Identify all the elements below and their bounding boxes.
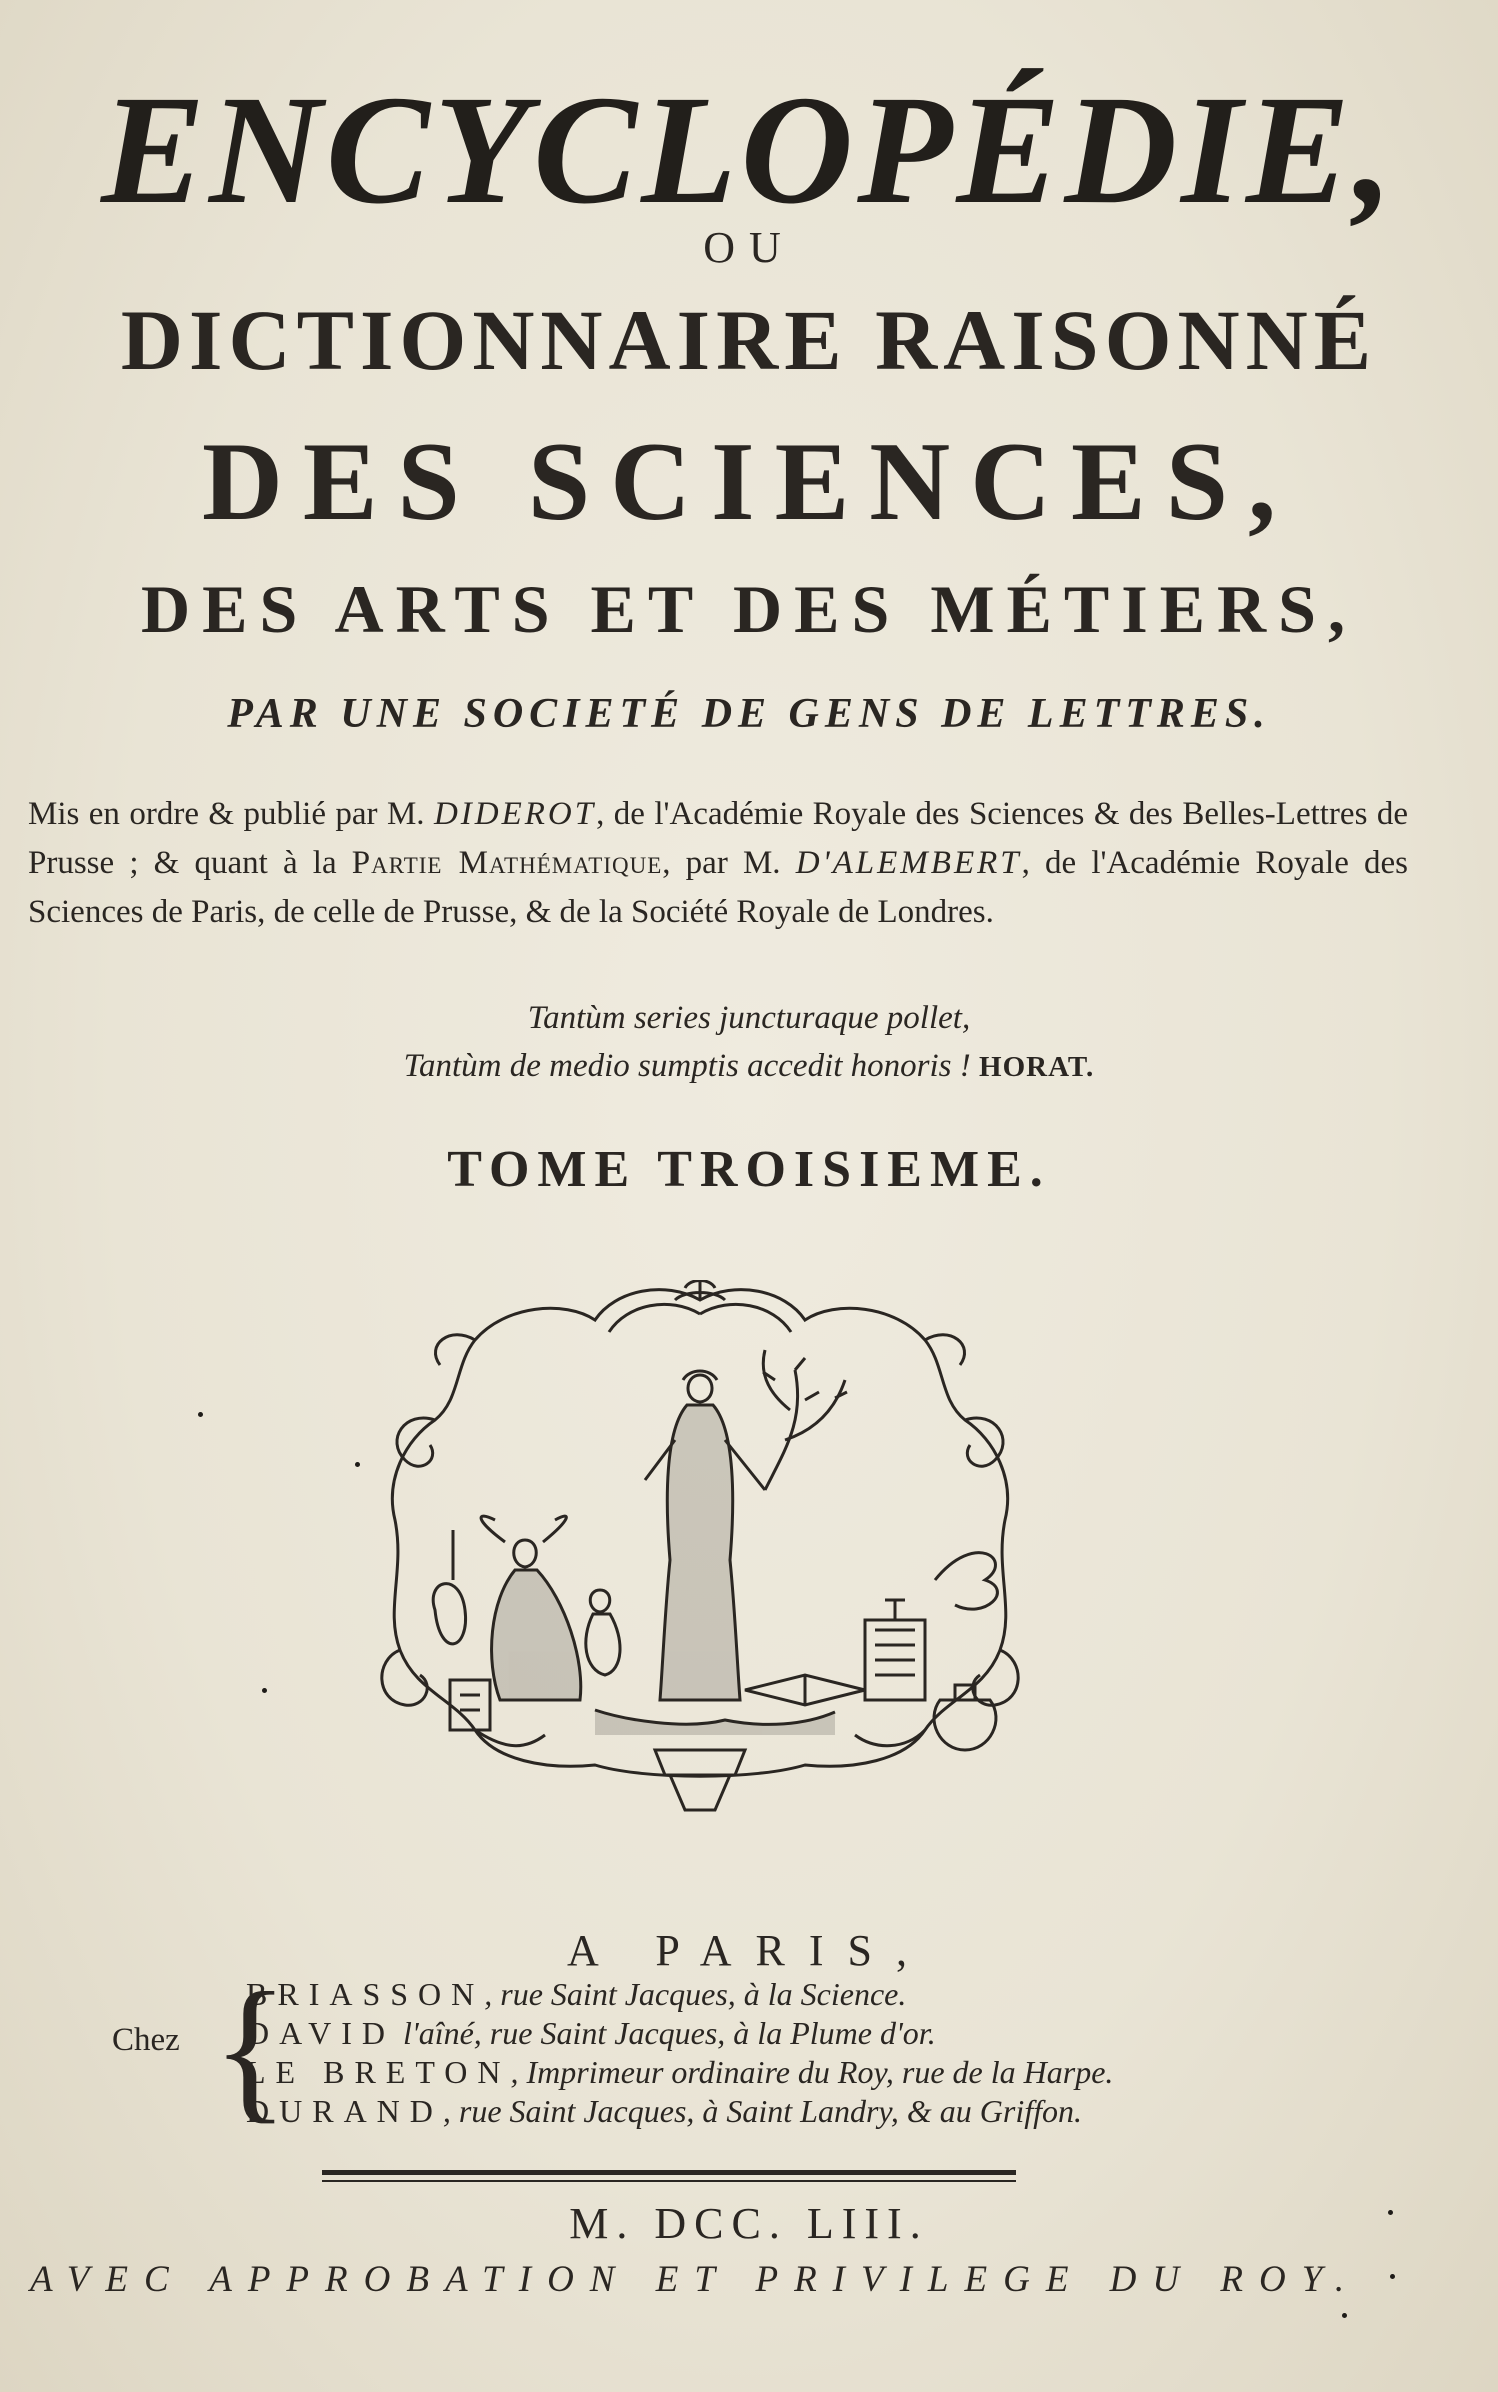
motto-author: HORAT. (979, 1051, 1095, 1083)
publication-text-4: , de l'Académie Royale des Sciences de Paris, de celle de Prusse, & de la Société Royale de Londres. (28, 845, 1409, 930)
allegorical-vignette-icon (365, 1280, 1035, 1840)
imprint-list (246, 1975, 1113, 2131)
section-name: Partie Mathématique (351, 845, 663, 881)
subtitle-line-1: DICTIONNAIRE RAISONNÉ (120, 292, 1378, 388)
publication-date: M. DCC. LIII. (569, 2199, 929, 2248)
imprint-line (246, 2053, 1113, 2092)
ink-speck (1342, 2313, 1347, 2318)
brace-icon: { (212, 1959, 289, 2137)
printer-address: , rue Saint Jacques, à Saint Landry, & au Griffon. (442, 2093, 1082, 2129)
printer-name: BRIASSON (246, 1976, 485, 2012)
publication-text-1: Mis en ordre & publié par M. (28, 796, 434, 832)
printer-address: , rue Saint Jacques, à la Science. (484, 1976, 907, 2012)
printer-name: DURAND (246, 2093, 443, 2129)
publication-text-2: , de l'Académie Royale des Sciences & des Belles-Lettres de Prusse ; & quant à la (28, 796, 1408, 881)
motto-line-1: Tantùm series juncturaque pollet, (527, 1000, 971, 1036)
printer-name: LE BRETON (246, 2054, 511, 2090)
societe-line: PAR UNE SOCIETÉ DE GENS DE LETTRES. (227, 691, 1271, 737)
publication-paragraph (28, 790, 1408, 937)
printer-address: l'aîné, rue Saint Jacques, à la Plume d'or. (394, 2015, 936, 2051)
subtitle-line-3: DES ARTS ET DES MÉTIERS, (141, 571, 1357, 647)
ink-speck (1388, 2210, 1393, 2215)
ink-speck (355, 1462, 360, 1467)
place-of-publication: A PARIS, (566, 1926, 932, 1975)
publication-text-3: , par M. (662, 845, 796, 881)
ink-speck (198, 1412, 203, 1417)
tome-label: TOME TROISIEME. (447, 1141, 1051, 1198)
approbation-line: AVEC APPROBATION ET PRIVILEGE DU ROY. (30, 2259, 1361, 2300)
double-rule-thick (322, 2170, 1016, 2175)
printer-name: DAVID (246, 2015, 395, 2051)
ink-speck (262, 1688, 267, 1693)
editor-dalembert: D'ALEMBERT (795, 845, 1022, 881)
book-title: ENCYCLOPÉDIE, (101, 63, 1397, 236)
motto-line-2-text: Tantùm de medio sumptis accedit honoris ! (403, 1048, 971, 1084)
chez-label: Chez (112, 2022, 180, 2058)
imprint-line (246, 2092, 1113, 2131)
subtitle-line-2: DES SCIENCES, (201, 420, 1297, 544)
title-ou: OU (703, 223, 795, 272)
imprint-line (246, 2014, 1113, 2053)
imprint-line (246, 1975, 1113, 2014)
printer-address: , Imprimeur ordinaire du Roy, rue de la Harpe. (510, 2054, 1114, 2090)
ink-speck (1390, 2274, 1395, 2279)
motto-line-2 (0, 1048, 1498, 1085)
double-rule-thin (322, 2180, 1016, 2182)
editor-diderot: DIDEROT (433, 796, 597, 832)
